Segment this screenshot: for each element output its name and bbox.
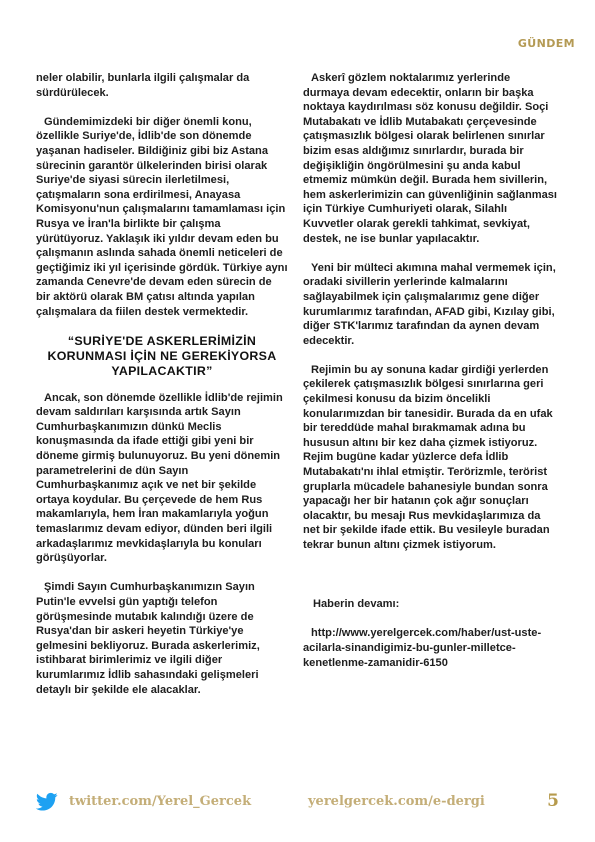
paragraph: Gündemimizdeki bir diğer önemli konu, özellikle Suriye'de, İdlib'de son dönemde yaşanan hadiseler. Bildiğiniz gibi biz Astana sürecinin garantör ülkelerinden birisi olarak Suriye'de siyasi sürecin ilerletilmesi, çatışmaların sona erdirilmesi, Anayasa Komisyonu'nun çalışmalarını tamamlaması için Rusya ve İran'la birlikte bir çalışma yürütüyoruz. Yaklaşık iki yıldır devam eden bu çalışmanın aslında sahada önemli neticeleri de geçtiğimiz iki yıl içerisinde gördük. Türkiye aynı zamanda Cenevre'de devam eden sürecin de bir aktörü olarak BM çatısı altında yapılan çalışmalara da fiilen destek vermektedir.	[36, 115, 288, 318]
paragraph: Yeni bir mülteci akımına mahal vermemek için, oradaki sivillerin yerlerinde kalmalarını sağlayabilmek için çalışmalarımız gene diğer kurumlarımız tarafından, AFAD gibi, Kızılay gibi, diğer STK'larımız tarafından da aynen devam edecektir.	[303, 261, 556, 347]
site-url-link[interactable]: yerelgercek.com/e-dergi	[308, 794, 485, 809]
twitter-handle-link[interactable]: twitter.com/Yerel_Gercek	[69, 794, 252, 809]
section-tag: GÜNDEM	[517, 37, 575, 50]
article-link[interactable]: http://www.yerelgercek.com/haber/ust-uste-acilarla-sinandigimiz-bu-gunler-milletce-kenetlenme-zamanidir-6150	[303, 627, 542, 669]
footer	[36, 792, 559, 814]
paragraph: Askerî gözlem noktalarımız yerlerinde durmaya devam edecektir, onların bir başka noktaya kaydırılması söz konusu değildir. Soçi Mutabakatı ve İdlib Mutabakatı çerçevesinde çatışmasızlık bölgesi olarak belirlenen sınırlar bizim esas aldığımız sınırlardır, burada bir değişikliğin öngörülmesini şu anda kabul etmemiz mümkün değil. Burada hem sivillerin, hem askerlerimizin can güvenliğinin sağlanması için Türkiye Cumhuriyeti olarak, Silahlı Kuvvetler olarak gerekli tahkimat, sevkiyat, destek, ne ise bunlar yapılacaktır.	[303, 72, 558, 245]
paragraph: Rejimin bu ay sonuna kadar girdiği yerlerden çekilerek çatışmasızlık bölgesi sınırlarına geri çekilmesi konusu da bizim öncelikli konularımızdan bir tanesidir. Burada da en ufak bir tereddüde mahal bırakmamak adına bu hususun altını bir kez daha çizmek istiyoruz. Rejim bugüne kadar yüzlerce defa İdlib Mutabakatı'nı ihlal etmiştir. Terörizmle, terörist gruplarla mücadele bahanesiyle bundan sonra yapacağı her bir hatanın çok ağır sonuçları olacaktır, bu mesajı Rus mevkidaşlarımıza da net bir şekilde ifade ettik. Bu vesileyle buradan tekrar bunun altını çizmek istiyorum.	[303, 363, 553, 551]
paragraph: Şimdi Sayın Cumhurbaşkanımızın Sayın Putin'le evvelsi gün yaptığı telefon görüşmesinde mutabık kalındığı üzere de Rusya'dan bir askeri heyetin Türkiye'ye gelmesini bekliyoruz. Burada askerlerimiz, istihbarat birimlerimiz ve ilgili diğer kurumlarımız İdlib sahasındaki gelişmeleri detaylı bir şekilde ele alacaklar.	[36, 581, 260, 696]
right-column	[303, 71, 558, 685]
paragraph: neler olabilir, bunlarla ilgili çalışmalar da sürdürülecek.	[36, 72, 250, 99]
twitter-bird-icon[interactable]	[36, 792, 58, 812]
continue-reading-label: Haberin devamı:	[313, 598, 400, 611]
left-column	[36, 71, 288, 712]
section-heading: “SURİYE'DE ASKERLERİMİZİN KORUNMASI İÇİN NE GEREKİYORSA YAPILACAKTIR”	[47, 333, 277, 378]
paragraph: Ancak, son dönemde özellikle İdlib'de rejimin devam saldırıları karşısında artık Sayın Cumhurbaşkanımızın dünkü Meclis konuşmasında da ifade ettiği gibi yeni bir döneme girmiş bulunuyoruz. Bu yeni dönemin parametrelerini de dün Sayın Cumhurbaşkanımız açık ve net bir şekilde ortaya koydular. Bu çerçevede de hem Rus makamlarıyla, hem İran makamlarıyla yoğun temaslarımız devam ediyor, dünden beri ilgili arkadaşlarımız mevkidaşlarıyla bu konuları görüşüyorlar.	[36, 391, 283, 565]
page-number: 5	[547, 791, 559, 811]
